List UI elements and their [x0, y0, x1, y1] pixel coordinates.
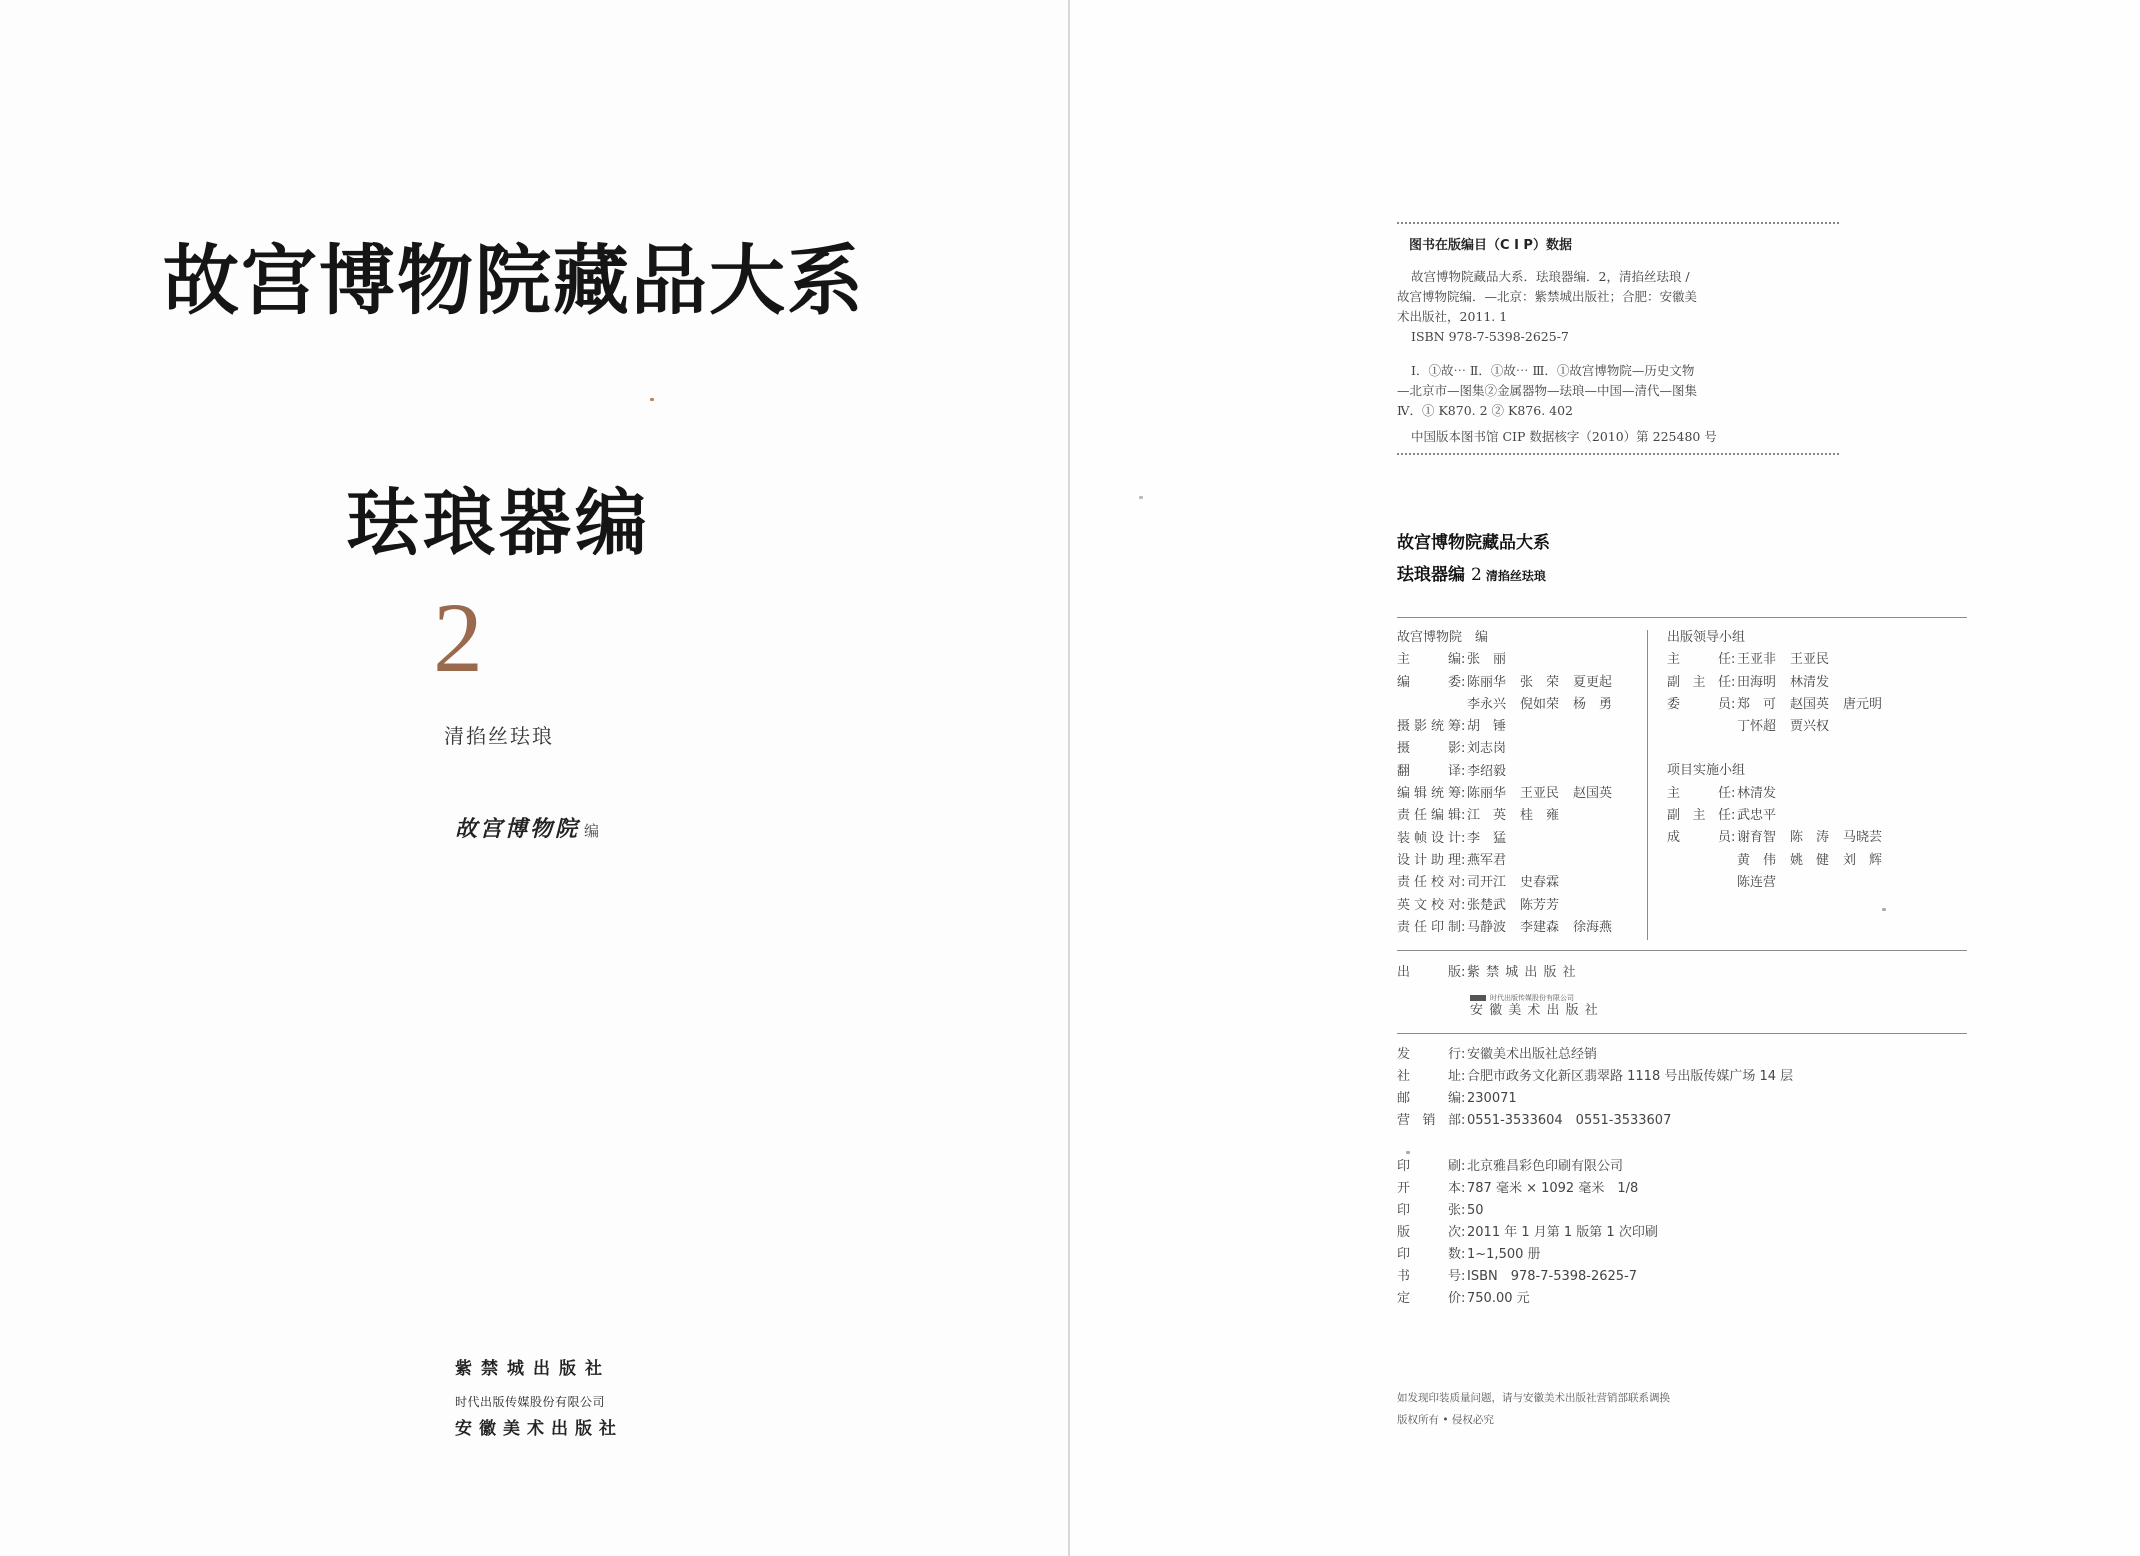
- cip-line: Ⅳ．① K870. 2 ② K876. 402: [1397, 403, 1574, 418]
- credit-row: 丁怀超 贾兴权: [1737, 719, 1830, 735]
- info-row: 发 行: 安徽美术出版社总经销: [1397, 1047, 1598, 1062]
- publisher-name-1: 紫禁城出版社: [455, 1359, 611, 1379]
- info-row: 邮 编: 230071: [1397, 1091, 1517, 1106]
- info-row: 开 本: 787 毫米 × 1092 毫米 1/8: [1397, 1181, 1639, 1196]
- credit-row: 李永兴 倪如荣 杨 勇: [1467, 696, 1613, 712]
- volume-subtitle: 清掐丝珐琅: [444, 724, 554, 748]
- editor-calligraphy: 故宫博物院: [455, 816, 581, 842]
- cip-isbn: ISBN 978-7-5398-2625-7: [1411, 329, 1569, 344]
- credit-row: 英文校对: 张楚武 陈芳芳: [1397, 897, 1560, 913]
- publisher-logo-line: 时代出版传媒股份有限公司: [1470, 993, 1574, 1003]
- info-row: 印 刷: 北京雅昌彩色印刷有限公司: [1397, 1159, 1624, 1174]
- credit-row: 责任编辑: 江 英 桂 雍: [1397, 808, 1560, 824]
- credit-row: 黄 伟 姚 健 刘 辉: [1737, 852, 1883, 868]
- decorative-dot: [1882, 908, 1886, 911]
- column-divider: [1647, 630, 1648, 940]
- credit-row: 主 任: 林清发: [1667, 785, 1777, 801]
- leadership-title: 出版领导小组: [1667, 630, 1746, 645]
- publisher-info-2: 安 徽 美 术 出 版 社: [1470, 1003, 1599, 1018]
- info-row: 印 数: 1~1,500 册: [1397, 1247, 1541, 1262]
- right-page: [1070, 0, 2140, 1556]
- info-row: 版 次: 2011 年 1 月第 1 版第 1 次印刷: [1397, 1225, 1658, 1240]
- footer-rights: 版权所有 • 侵权必究: [1397, 1414, 1494, 1426]
- publisher-block: [455, 1354, 623, 1439]
- cip-line: 故宫博物院编．—北京：紫禁城出版社；合肥：安徽美: [1397, 289, 1698, 304]
- publisher-row: 出 版: 紫 禁 城 出 版 社: [1397, 965, 1577, 980]
- decorative-dot: [1406, 1151, 1410, 1154]
- editorial-org: 故宫博物院 编: [1397, 630, 1489, 645]
- credit-row: 主 任: 王亚非 王亚民: [1667, 652, 1830, 668]
- credit-row: 编辑统筹: 陈丽华 王亚民 赵国英: [1397, 786, 1613, 802]
- credit-row: 设计助理: 燕军君: [1397, 852, 1507, 868]
- distribution-info: [1397, 1044, 1793, 1132]
- cip-line: 故宫博物院藏品大系．珐琅器编．2，清掐丝珐琅 /: [1411, 269, 1690, 284]
- decorative-dot: [1139, 496, 1143, 499]
- credit-row: 副 主 任: 田海明 林清发: [1667, 674, 1830, 690]
- credit-row: 责任印制: 马静波 李建森 徐海燕: [1397, 919, 1613, 935]
- cip-line: Ⅰ．①故⋯ Ⅱ．①故⋯ Ⅲ．①故宫博物院—历史文物: [1411, 363, 1695, 378]
- volume-title: 珐琅器编: [346, 480, 651, 565]
- info-row: 社 址: 合肥市政务文化新区翡翠路 1118 号出版传媒广场 14 层: [1397, 1069, 1794, 1084]
- project-title: 项目实施小组: [1667, 763, 1746, 779]
- credit-row: 责任校对: 司开江 史春霖: [1397, 875, 1560, 891]
- info-row: 书 号: ISBN 978-7-5398-2625-7: [1397, 1269, 1638, 1284]
- publisher-name-2: 时代出版传媒股份有限公司: [455, 1395, 606, 1409]
- publisher-name-3: 安徽美术出版社: [455, 1419, 623, 1439]
- credits-right: [1667, 627, 1896, 894]
- info-row: 定 价: 750.00 元: [1397, 1291, 1530, 1306]
- credit-row: 陈连营: [1737, 874, 1777, 890]
- cip-heading: 图书在版编目（C I P）数据: [1409, 238, 1572, 253]
- printing-info: [1397, 1156, 1658, 1310]
- rule: [1397, 617, 1967, 618]
- cip-line: 术出版社，2011. 1: [1397, 309, 1508, 324]
- footer: [1397, 1387, 1670, 1431]
- rule: [1397, 1033, 1967, 1034]
- credit-row: 委 员: 郑 可 赵国英 唐元明: [1667, 696, 1883, 712]
- credit-row: 摄影统筹: 胡 锤: [1397, 719, 1507, 735]
- colophon-volume-title: 珐琅器编 2 清掐丝珐琅: [1397, 565, 1546, 585]
- credit-row: 摄 影: 刘志岗: [1397, 741, 1507, 757]
- credits-left: [1397, 627, 1626, 939]
- info-row: 印 张: 50: [1397, 1203, 1484, 1218]
- cip-number: 中国版本图书馆 CIP 数据核字（2010）第 225480 号: [1411, 429, 1717, 444]
- cip-line: —北京市—图集②金属器物—珐琅—中国—清代—图集: [1397, 383, 1698, 398]
- decorative-dot: [650, 398, 654, 401]
- credit-row: 编 委: 陈丽华 张 荣 夏更起: [1397, 674, 1613, 690]
- info-row: 营 销 部: 0551-3533604 0551-3533607: [1397, 1113, 1672, 1128]
- rule: [1397, 950, 1967, 951]
- colophon-series-title: 故宫博物院藏品大系: [1397, 533, 1550, 553]
- credit-row: 翻 译: 李绍毅: [1397, 763, 1507, 779]
- credit-row: 副 主 任: 武忠平: [1667, 808, 1777, 824]
- editor-suffix: 编: [584, 822, 603, 840]
- volume-number: 2: [433, 582, 483, 693]
- credit-row: 装帧设计: 李 猛: [1397, 830, 1507, 846]
- publisher-info: [1397, 962, 1577, 984]
- left-page: [0, 0, 1068, 1556]
- editor-line: [455, 812, 602, 843]
- cip-block: [1397, 222, 1839, 455]
- series-title: 故宫博物院藏品大系: [163, 236, 865, 325]
- credit-row: 成 员: 谢育智 陈 涛 马晓芸: [1667, 830, 1883, 846]
- credit-row: 主 编: 张 丽: [1397, 652, 1507, 668]
- footer-notice: 如发现印装质量问题，请与安徽美术出版社营销部联系调换: [1397, 1392, 1670, 1404]
